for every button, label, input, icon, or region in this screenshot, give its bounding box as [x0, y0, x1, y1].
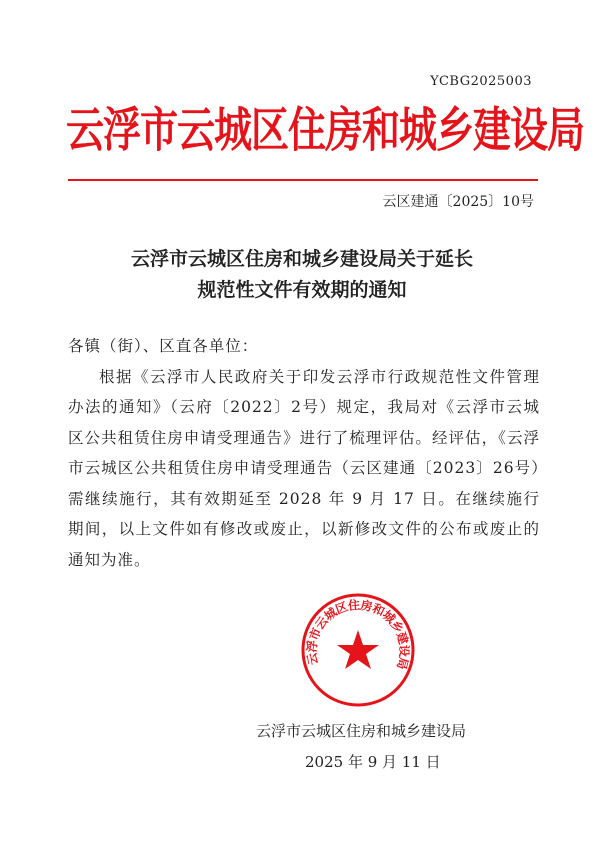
- salutation: 各镇（街）、区直各单位：: [68, 337, 259, 355]
- document-serial: YCBG2025003: [430, 74, 532, 89]
- title-line-2: 规范性文件有效期的通知: [197, 279, 407, 301]
- document-title: [60, 244, 544, 306]
- signature-date: 2025 年 9 月 11 日: [305, 753, 441, 771]
- body-paragraph: 根据《云浮市人民政府关于印发云浮市行政规范性文件管理办法的通知》（云府〔2022〕2号）规定，我局对《云浮市云城区公共租赁住房申请受理通告》进行了梳理评估。经评估，《云浮市云城区公共租赁住房申请受理通告（云区建通〔2023〕26号）需继续施行，其有效期延至 2028 年 9 月 17 日。在继续施行期间，以上文件如有修改或废止，以新修改文件的公布或废止的通知为准。: [68, 367, 540, 569]
- star-icon: [337, 630, 379, 669]
- red-divider: [68, 179, 538, 181]
- issuer-header: 云浮市云城区住房和城乡建设局: [66, 102, 585, 158]
- document-number: 云区建通〔2025〕10号: [382, 194, 534, 210]
- signature-org: 云浮市云城区住房和城乡建设局: [256, 722, 467, 740]
- title-line-1: 云浮市云城区住房和城乡建设局关于延长: [130, 248, 473, 270]
- stamp-text: 云浮市云城区住房和城乡建设局: [304, 597, 412, 671]
- official-seal-stamp: [300, 592, 416, 708]
- document-body: [68, 331, 540, 575]
- signature-block: [250, 716, 540, 778]
